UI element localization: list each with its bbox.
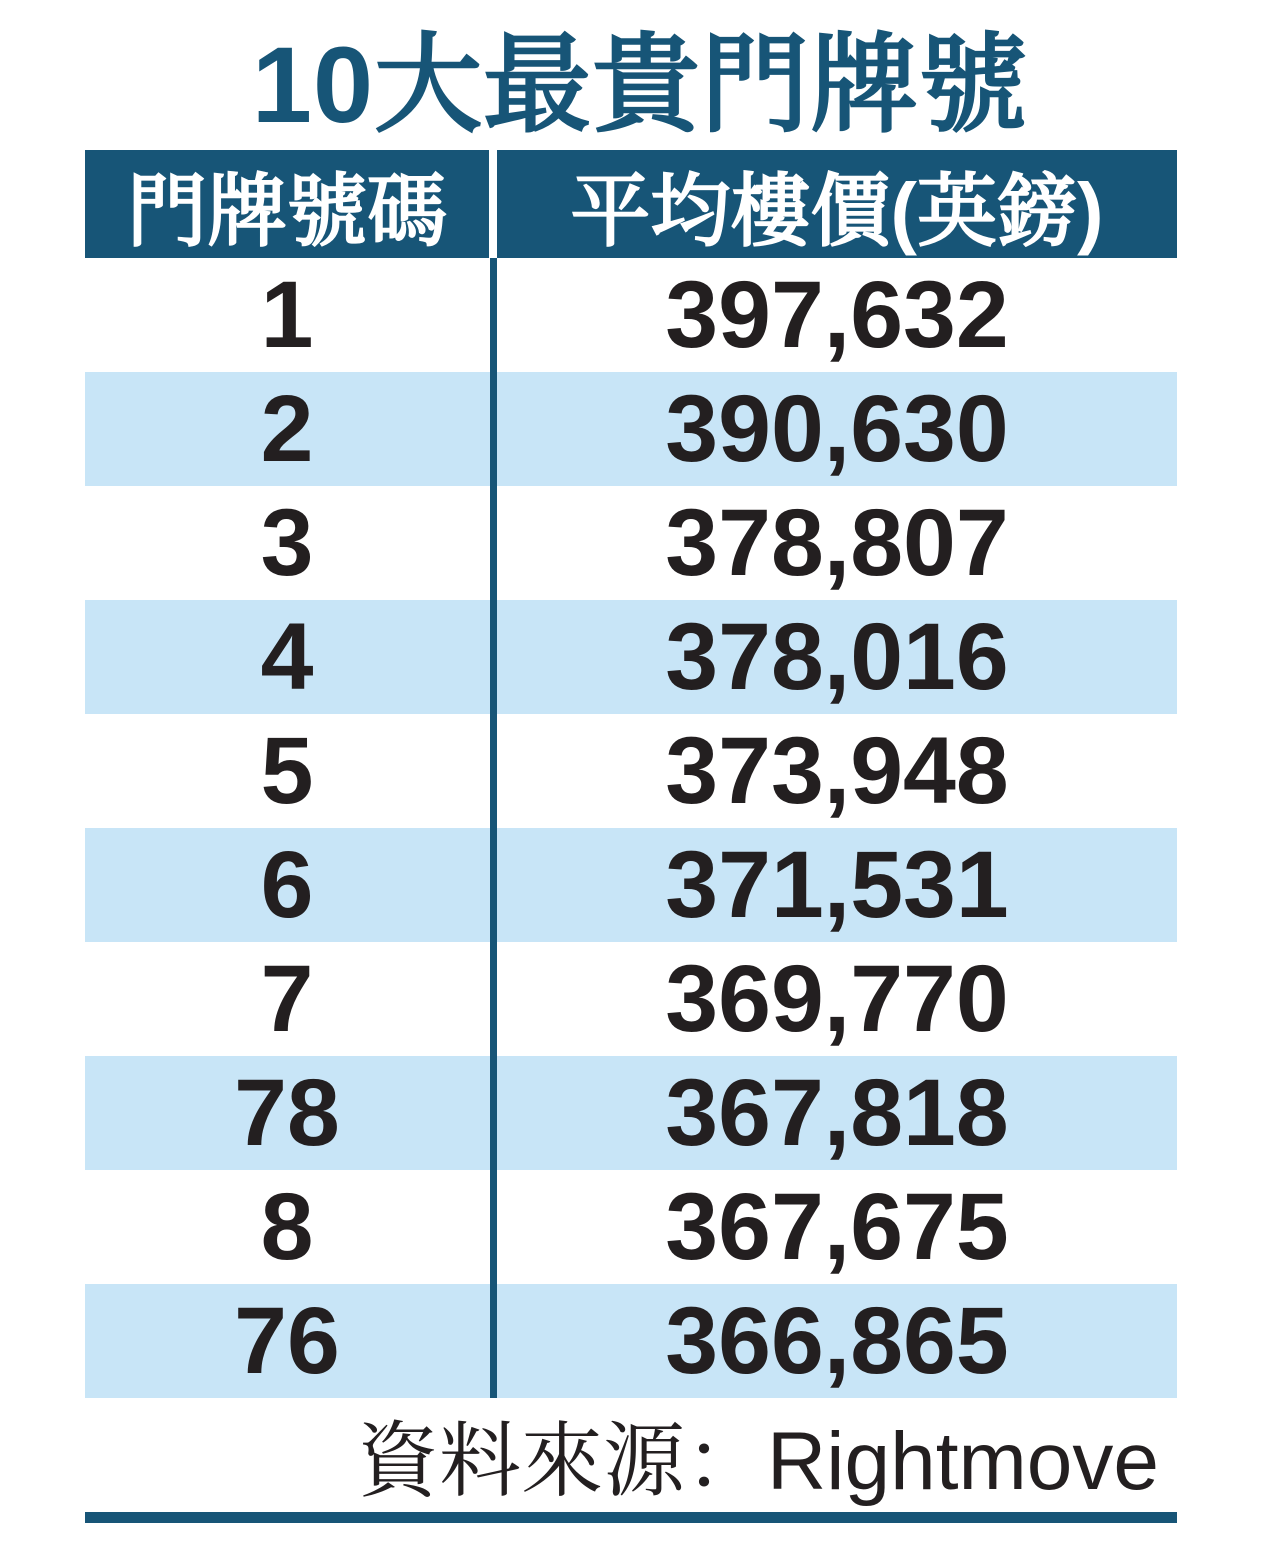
table-row [85, 1284, 1177, 1398]
table-row [85, 600, 1177, 714]
price-cell: 378,807 [665, 489, 1009, 596]
table-row [85, 1056, 1177, 1170]
table-row [85, 486, 1177, 600]
house-number-cell: 7 [260, 945, 314, 1052]
data-source-caption: 資料來源：Rightmove [357, 1415, 1159, 1507]
price-table [85, 150, 1177, 1398]
house-number-cell: 8 [260, 1173, 314, 1280]
table-row [85, 828, 1177, 942]
table-body [85, 258, 1177, 1398]
header-house-number: 門牌號碼 [85, 150, 489, 258]
page-title: 10大最貴門牌號 [251, 23, 1029, 145]
table-row [85, 258, 1177, 372]
column-divider [490, 258, 497, 1398]
bottom-rule [85, 1512, 1177, 1523]
price-cell: 369,770 [665, 945, 1009, 1052]
price-cell: 378,016 [665, 603, 1009, 710]
table-header-row [85, 150, 1177, 258]
house-number-cell: 5 [260, 717, 314, 824]
house-number-cell: 76 [234, 1287, 340, 1394]
house-number-cell: 4 [260, 603, 314, 710]
price-cell: 367,675 [665, 1173, 1009, 1280]
house-number-cell: 3 [260, 489, 314, 596]
price-cell: 366,865 [665, 1287, 1009, 1394]
price-cell: 371,531 [665, 831, 1009, 938]
price-cell: 367,818 [665, 1059, 1009, 1166]
table-row [85, 714, 1177, 828]
header-average-price: 平均樓價(英鎊) [497, 150, 1177, 258]
table-row [85, 1170, 1177, 1284]
table-row [85, 942, 1177, 1056]
price-cell: 390,630 [665, 375, 1009, 482]
house-number-cell: 1 [260, 261, 314, 368]
house-number-cell: 6 [260, 831, 314, 938]
table-row [85, 372, 1177, 486]
price-cell: 373,948 [665, 717, 1009, 824]
house-number-cell: 2 [260, 375, 314, 482]
price-cell: 397,632 [665, 261, 1009, 368]
house-number-cell: 78 [234, 1059, 340, 1166]
